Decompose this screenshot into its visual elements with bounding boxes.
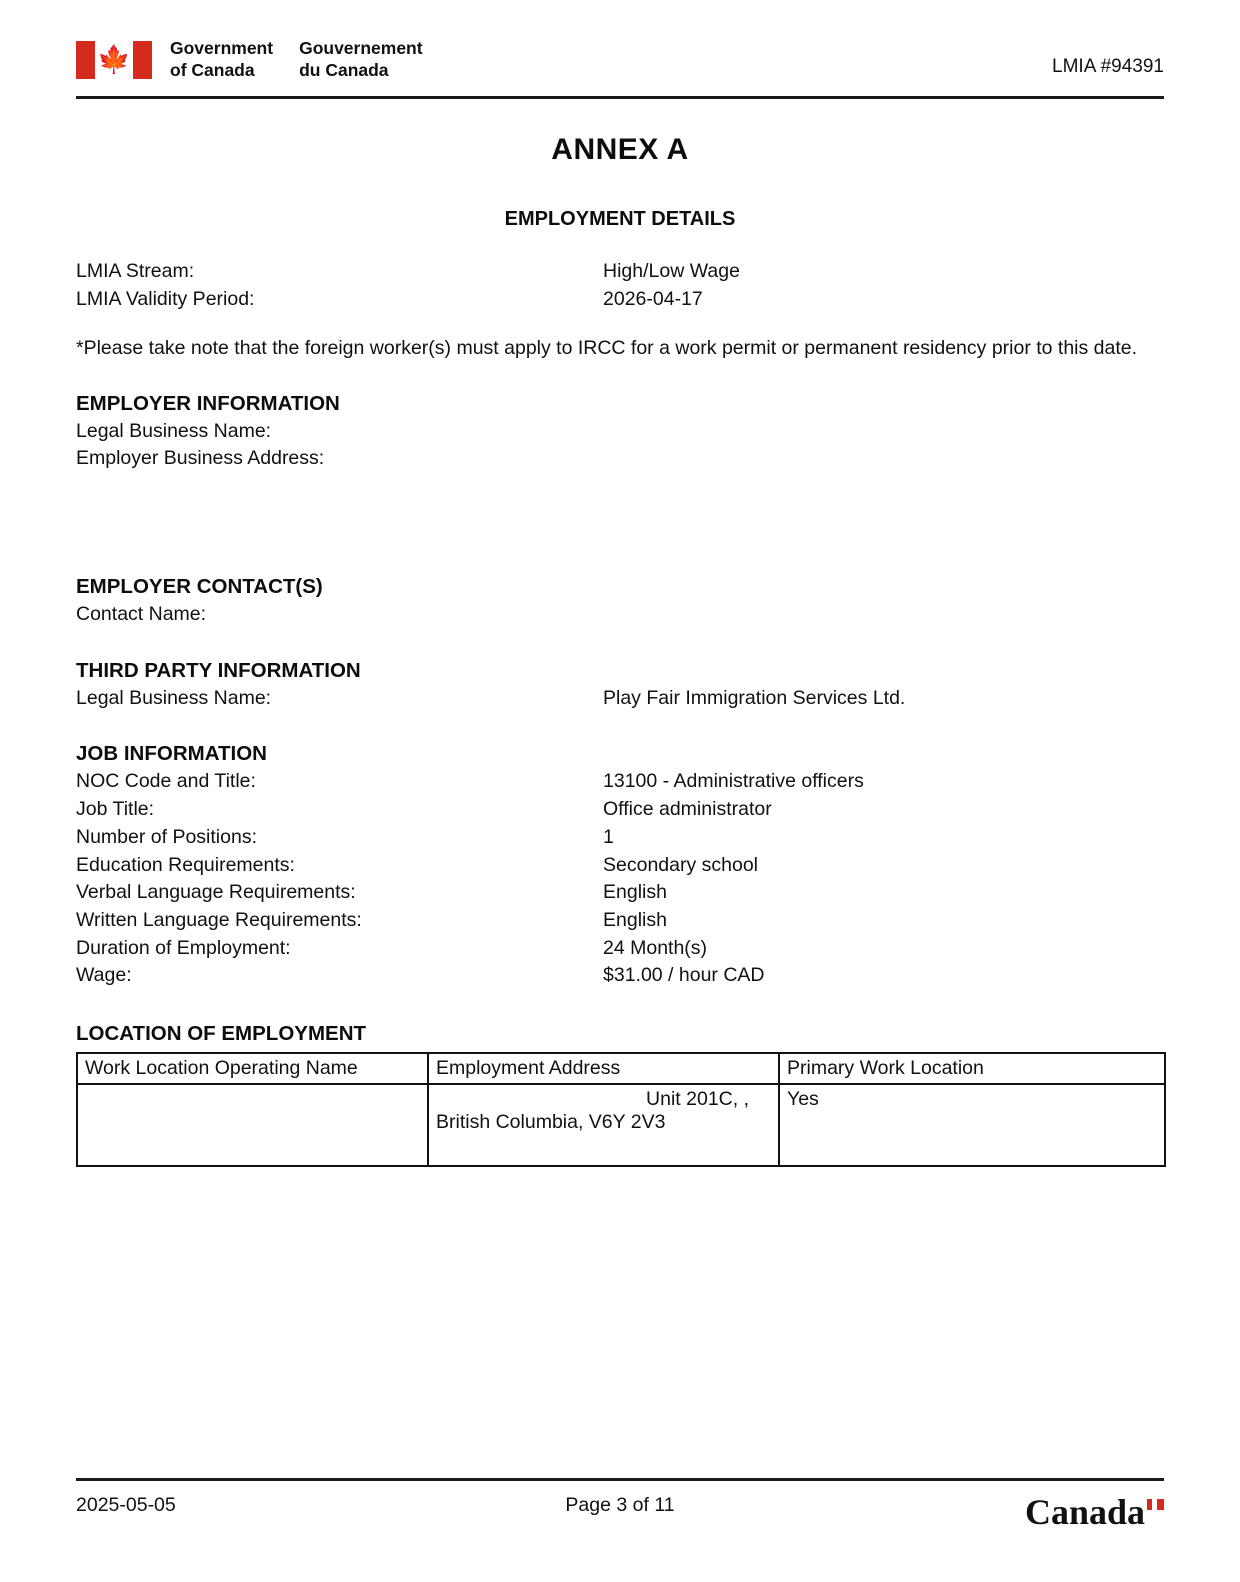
location-of-employment-table bbox=[76, 1052, 1166, 1167]
cell-primary-work-location: Yes bbox=[779, 1084, 1165, 1166]
field-value: 2026-04-17 bbox=[603, 287, 703, 310]
canada-wordmark bbox=[864, 1494, 1164, 1530]
field-label: Wage: bbox=[76, 964, 132, 987]
government-of-canada-wordmark bbox=[76, 38, 423, 82]
field-value: English bbox=[603, 881, 667, 904]
canada-flag-icon-small bbox=[1147, 1499, 1164, 1510]
field-row bbox=[76, 824, 1164, 852]
section-heading-third-party-information: THIRD PARTY INFORMATION bbox=[76, 658, 361, 682]
field-label: Education Requirements: bbox=[76, 853, 295, 876]
page-footer bbox=[76, 1478, 1164, 1530]
table-header-row bbox=[77, 1053, 1165, 1084]
field-label: LMIA Validity Period: bbox=[76, 287, 255, 310]
column-header-primary-work-location: Primary Work Location bbox=[779, 1053, 1165, 1084]
column-header-employment-address: Employment Address bbox=[428, 1053, 779, 1084]
field-row bbox=[76, 601, 1164, 629]
field-value: High/Low Wage bbox=[603, 260, 740, 282]
column-header-operating-name: Work Location Operating Name bbox=[77, 1053, 428, 1084]
field-row bbox=[76, 962, 1164, 990]
field-label: Duration of Employment: bbox=[76, 936, 291, 959]
page-header bbox=[76, 38, 1164, 99]
field-row bbox=[76, 286, 1164, 314]
page-subtitle: EMPLOYMENT DETAILS bbox=[504, 208, 736, 230]
lmia-number: LMIA #94391 bbox=[1052, 56, 1164, 77]
government-en-line1: Government bbox=[170, 38, 274, 58]
field-label: LMIA Stream: bbox=[76, 260, 195, 282]
field-value: $31.00 / hour CAD bbox=[603, 964, 765, 987]
field-row bbox=[76, 418, 1164, 446]
field-value: Office administrator bbox=[603, 798, 772, 821]
field-label: Written Language Requirements: bbox=[76, 908, 362, 931]
footer-page-number: Page 3 of 11 bbox=[565, 1494, 675, 1516]
field-value: 13100 - Administrative officers bbox=[603, 770, 864, 793]
cell-employment-address bbox=[428, 1084, 779, 1166]
field-row bbox=[76, 852, 1164, 880]
field-row bbox=[76, 907, 1164, 935]
wordmark-text bbox=[170, 38, 423, 82]
canada-flag-icon: 🍁 bbox=[76, 41, 152, 79]
address-line-1: Unit 201C, , bbox=[646, 1087, 749, 1110]
page-title: ANNEX A bbox=[551, 133, 689, 166]
footer-date: 2025-05-05 bbox=[76, 1494, 176, 1516]
field-row bbox=[76, 768, 1164, 796]
canada-wordmark-text: Canada bbox=[1024, 1492, 1145, 1532]
address-line-2: British Columbia, V6Y 2V3 bbox=[436, 1110, 666, 1133]
field-value bbox=[603, 445, 1164, 473]
field-label: Verbal Language Requirements: bbox=[76, 881, 356, 904]
field-row bbox=[76, 879, 1164, 907]
field-label: Job Title: bbox=[76, 798, 155, 821]
field-value: 24 Month(s) bbox=[603, 936, 708, 959]
field-row bbox=[76, 796, 1164, 824]
field-value: 1 bbox=[603, 825, 614, 848]
field-label: Legal Business Name: bbox=[76, 419, 272, 442]
document-body bbox=[76, 258, 1164, 1167]
field-row bbox=[76, 445, 1164, 473]
field-value: English bbox=[603, 908, 667, 931]
field-value: Play Fair Immigration Services Ltd. bbox=[603, 686, 906, 709]
field-row bbox=[76, 258, 1164, 286]
table-row bbox=[77, 1084, 1165, 1166]
validity-note: *Please take note that the foreign worker(s) must apply to IRCC for a work permit or permanent residency prior to this date. bbox=[76, 337, 1138, 360]
field-value bbox=[603, 601, 1164, 629]
field-label: Number of Positions: bbox=[76, 825, 257, 848]
government-en-line2: of Canada bbox=[170, 59, 255, 80]
government-fr-line1: Gouvernement bbox=[299, 38, 423, 58]
address-spacer bbox=[76, 473, 1164, 545]
field-label: Contact Name: bbox=[76, 603, 207, 626]
section-heading-employer-contacts: EMPLOYER CONTACT(S) bbox=[76, 575, 323, 599]
government-fr-line2: du Canada bbox=[299, 59, 389, 80]
field-label: Employer Business Address: bbox=[76, 447, 325, 470]
cell-operating-name bbox=[77, 1084, 428, 1166]
field-label: NOC Code and Title: bbox=[76, 770, 256, 793]
section-heading-job-information: JOB INFORMATION bbox=[76, 742, 267, 766]
field-row bbox=[76, 935, 1164, 963]
section-heading-location-of-employment: LOCATION OF EMPLOYMENT bbox=[76, 1021, 367, 1045]
field-value bbox=[603, 418, 1164, 446]
field-row bbox=[76, 685, 1164, 713]
section-heading-employer-information: EMPLOYER INFORMATION bbox=[76, 391, 340, 415]
field-value: Secondary school bbox=[603, 853, 759, 876]
field-label: Legal Business Name: bbox=[76, 686, 272, 709]
